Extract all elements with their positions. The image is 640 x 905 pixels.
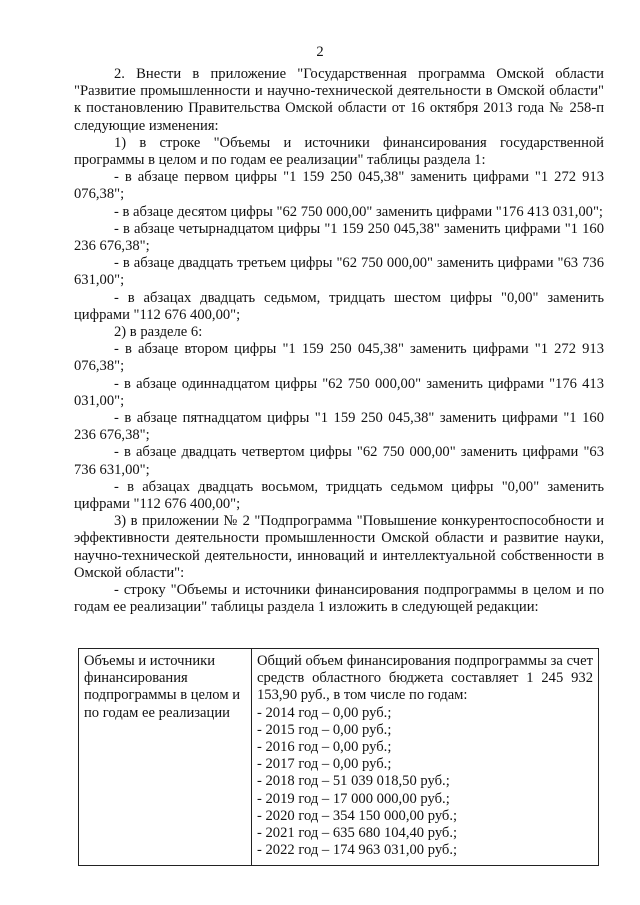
bullet-paragraph: - в абзаце четырнадцатом цифры "1 159 250 045,38" заменить цифрами "1 160 236 676,38"; bbox=[74, 220, 604, 255]
page-number: 2 bbox=[316, 44, 324, 60]
table-row bbox=[79, 649, 599, 866]
year-amount-item: - 2019 год – 17 000 000,00 руб.; bbox=[257, 790, 450, 807]
bullet-paragraph: - в абзацах двадцать седьмом, тридцать шестом цифры "0,00" заменить цифрами "112 676 400,00"; bbox=[74, 289, 604, 323]
bullet-paragraph: - в абзаце первом цифры "1 159 250 045,38" заменить цифрами "1 272 913 076,38"; bbox=[74, 169, 604, 203]
paragraph-item-3: 3) в приложении № 2 "Подпрограмма "Повышение конкурентоспособности и эффективности деятельности промышленности Омской области и развитие науки, научно-технической деятельности, инноваций и интеллектуальной собственности в Омской области": bbox=[74, 513, 604, 581]
document-body bbox=[74, 66, 604, 617]
year-amount-item: - 2022 год – 174 963 031,00 руб.; bbox=[257, 842, 458, 859]
paragraph-item-1: 1) в строке "Объемы и источники финансирования государственной программы в целом и по годам ее реализации" таблицы раздела 1: bbox=[74, 134, 604, 169]
year-amount-item: - 2018 год – 51 039 018,50 руб.; bbox=[257, 773, 450, 790]
bullet-paragraph: - в абзаце двадцать третьем цифры "62 750 000,00" заменить цифрами "63 736 631,00"; bbox=[74, 255, 604, 289]
year-amount-item: - 2014 год – 0,00 руб.; bbox=[257, 704, 392, 721]
bullet-paragraph: - в абзацах двадцать восьмом, тридцать седьмом цифры "0,00" заменить цифрами "112 676 400,00"; bbox=[74, 478, 604, 513]
table-row-label: Объемы и источники финансирования подпрограммы в целом и по годам ее реализации bbox=[84, 653, 241, 721]
year-amount-item: - 2015 год – 0,00 руб.; bbox=[257, 721, 392, 738]
paragraph-table-intro: - строку "Объемы и источники финансирования подпрограммы в целом и по годам ее реализации" таблицы раздела 1 изложить в следующей редакции: bbox=[74, 582, 604, 616]
bullet-paragraph: - в абзаце одиннадцатом цифры "62 750 000,00" заменить цифрами "176 413 031,00"; bbox=[74, 375, 604, 409]
year-amount-item: - 2021 год – 635 680 104,40 руб.; bbox=[257, 825, 458, 842]
bullet-paragraph: - в абзаце пятнадцатом цифры "1 159 250 045,38" заменить цифрами "1 160 236 676,38"; bbox=[74, 410, 604, 444]
financing-table bbox=[78, 648, 599, 866]
bullet-paragraph: - в абзаце двадцать четвертом цифры "62 750 000,00" заменить цифрами "63 736 631,00"; bbox=[74, 444, 604, 478]
table-cell-value bbox=[252, 649, 599, 866]
year-amount-item: - 2020 год – 354 150 000,00 руб.; bbox=[257, 807, 458, 824]
year-amount-item: - 2016 год – 0,00 руб.; bbox=[257, 739, 392, 756]
bullet-paragraph: - в абзаце втором цифры "1 159 250 045,38" заменить цифрами "1 272 913 076,38"; bbox=[74, 341, 604, 375]
financing-total-text: Общий объем финансирования подпрограммы за счет средств областного бюджета составляет 1 245 932 153,90 руб., в том числе по годам: bbox=[257, 653, 593, 704]
year-amount-item: - 2017 год – 0,00 руб.; bbox=[257, 756, 392, 773]
bullet-paragraph: - в абзаце десятом цифры "62 750 000,00" заменить цифрами "176 413 031,00"; bbox=[114, 203, 603, 220]
paragraph-intro: 2. Внести в приложение "Государственная программа Омской области "Развитие промышленности и научно-технической деятельности в Омской области" к постановлению Правительства Омской области от 16 октября 2013 года № 258-п следующие изменения: bbox=[74, 66, 604, 134]
table-cell-label bbox=[79, 649, 252, 866]
paragraph-item-2: 2) в разделе 6: bbox=[114, 324, 203, 341]
